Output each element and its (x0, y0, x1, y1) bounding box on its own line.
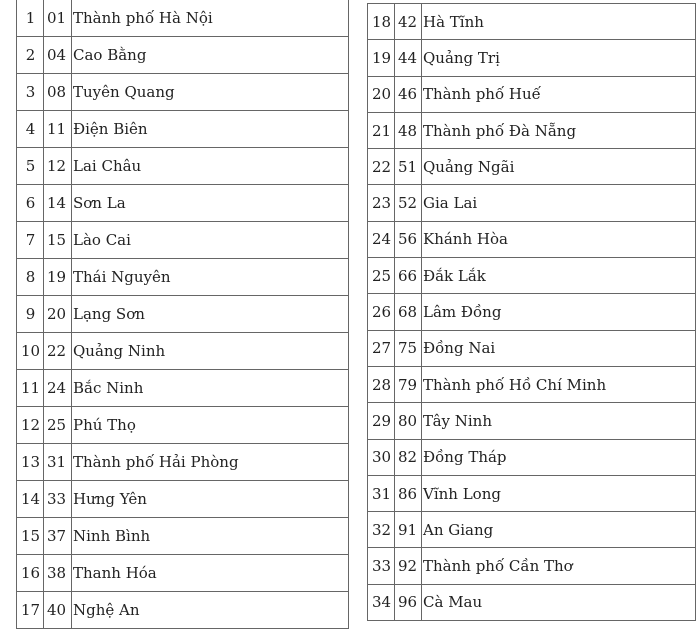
row-number-cell: 25 (368, 258, 395, 294)
province-name-cell: Bắc Ninh (72, 370, 349, 407)
row-number-cell: 18 (368, 4, 395, 40)
province-name-cell: Thành phố Hà Nội (72, 0, 349, 37)
province-code-cell: 46 (395, 76, 422, 112)
province-name-cell: Cao Bằng (72, 37, 349, 74)
table-row (17, 148, 349, 185)
table-row (368, 4, 696, 40)
province-code-cell: 80 (395, 403, 422, 439)
province-code-cell: 20 (44, 296, 72, 333)
province-name-cell: Đồng Tháp (422, 439, 696, 475)
row-number-cell: 26 (368, 294, 395, 330)
province-name-cell: Vĩnh Long (422, 475, 696, 511)
table-row (368, 403, 696, 439)
row-number-cell: 5 (17, 148, 44, 185)
row-number-cell: 13 (17, 444, 44, 481)
province-code-cell: 22 (44, 333, 72, 370)
row-number-cell: 9 (17, 296, 44, 333)
table-row (17, 259, 349, 296)
province-code-cell: 01 (44, 0, 72, 37)
table-row (368, 475, 696, 511)
table-row (368, 330, 696, 366)
row-number-cell: 12 (17, 407, 44, 444)
province-name-cell: Tây Ninh (422, 403, 696, 439)
table-row (368, 548, 696, 584)
province-name-cell: Lào Cai (72, 222, 349, 259)
province-name-cell: Tuyên Quang (72, 74, 349, 111)
row-number-cell: 27 (368, 330, 395, 366)
row-number-cell: 4 (17, 111, 44, 148)
table-row (368, 185, 696, 221)
province-name-cell: Quảng Trị (422, 40, 696, 76)
province-name-cell: Thanh Hóa (72, 555, 349, 592)
row-number-cell: 31 (368, 475, 395, 511)
province-code-cell: 44 (395, 40, 422, 76)
province-name-cell: Thái Nguyên (72, 259, 349, 296)
row-number-cell: 29 (368, 403, 395, 439)
province-name-cell: Phú Thọ (72, 407, 349, 444)
row-number-cell: 14 (17, 481, 44, 518)
province-name-cell: Thành phố Cần Thơ (422, 548, 696, 584)
table-row (17, 37, 349, 74)
row-number-cell: 16 (17, 555, 44, 592)
table-row (368, 76, 696, 112)
province-name-cell: Quảng Ngãi (422, 149, 696, 185)
province-code-cell: 12 (44, 148, 72, 185)
province-name-cell: Ninh Bình (72, 518, 349, 555)
table-row (17, 0, 349, 37)
table-row (368, 584, 696, 620)
row-number-cell: 8 (17, 259, 44, 296)
row-number-cell: 10 (17, 333, 44, 370)
row-number-cell: 17 (17, 592, 44, 629)
row-number-cell: 34 (368, 584, 395, 620)
province-code-cell: 79 (395, 366, 422, 402)
table-row (17, 481, 349, 518)
row-number-cell: 6 (17, 185, 44, 222)
province-code-cell: 96 (395, 584, 422, 620)
province-code-cell: 04 (44, 37, 72, 74)
table-row (17, 370, 349, 407)
row-number-cell: 2 (17, 37, 44, 74)
province-code-cell: 82 (395, 439, 422, 475)
table-row (368, 366, 696, 402)
province-name-cell: Thành phố Huế (422, 76, 696, 112)
province-name-cell: An Giang (422, 512, 696, 548)
row-number-cell: 7 (17, 222, 44, 259)
province-code-cell: 08 (44, 74, 72, 111)
province-name-cell: Cà Mau (422, 584, 696, 620)
province-name-cell: Điện Biên (72, 111, 349, 148)
table-row (17, 444, 349, 481)
row-number-cell: 15 (17, 518, 44, 555)
province-code-cell: 66 (395, 258, 422, 294)
table-row (17, 592, 349, 629)
province-code-cell: 86 (395, 475, 422, 511)
row-number-cell: 11 (17, 370, 44, 407)
province-name-cell: Lai Châu (72, 148, 349, 185)
province-name-cell: Thành phố Đà Nẵng (422, 112, 696, 148)
province-code-cell: 56 (395, 221, 422, 257)
province-name-cell: Khánh Hòa (422, 221, 696, 257)
province-name-cell: Sơn La (72, 185, 349, 222)
table-row (368, 221, 696, 257)
province-code-cell: 51 (395, 149, 422, 185)
province-code-cell: 14 (44, 185, 72, 222)
row-number-cell: 1 (17, 0, 44, 37)
province-name-cell: Gia Lai (422, 185, 696, 221)
table-row (17, 407, 349, 444)
row-number-cell: 21 (368, 112, 395, 148)
province-name-cell: Đồng Nai (422, 330, 696, 366)
province-name-cell: Lạng Sơn (72, 296, 349, 333)
row-number-cell: 30 (368, 439, 395, 475)
province-code-cell: 48 (395, 112, 422, 148)
provinces-table-right (367, 3, 696, 621)
row-number-cell: 28 (368, 366, 395, 402)
provinces-table-left (16, 0, 349, 629)
table-row (368, 258, 696, 294)
table-row (368, 40, 696, 76)
row-number-cell: 23 (368, 185, 395, 221)
province-code-cell: 25 (44, 407, 72, 444)
province-code-cell: 91 (395, 512, 422, 548)
table-row (17, 555, 349, 592)
row-number-cell: 24 (368, 221, 395, 257)
province-code-cell: 42 (395, 4, 422, 40)
province-name-cell: Thành phố Hồ Chí Minh (422, 366, 696, 402)
table-row (368, 294, 696, 330)
table-row (368, 512, 696, 548)
province-code-cell: 52 (395, 185, 422, 221)
province-name-cell: Hà Tĩnh (422, 4, 696, 40)
province-code-cell: 37 (44, 518, 72, 555)
row-number-cell: 32 (368, 512, 395, 548)
row-number-cell: 3 (17, 74, 44, 111)
table-row (368, 149, 696, 185)
province-name-cell: Thành phố Hải Phòng (72, 444, 349, 481)
province-code-cell: 38 (44, 555, 72, 592)
province-name-cell: Quảng Ninh (72, 333, 349, 370)
table-row (17, 222, 349, 259)
row-number-cell: 20 (368, 76, 395, 112)
province-code-cell: 92 (395, 548, 422, 584)
province-code-cell: 24 (44, 370, 72, 407)
province-code-cell: 31 (44, 444, 72, 481)
row-number-cell: 22 (368, 149, 395, 185)
province-code-cell: 40 (44, 592, 72, 629)
province-name-cell: Nghệ An (72, 592, 349, 629)
table-row (17, 333, 349, 370)
table-row (368, 112, 696, 148)
row-number-cell: 19 (368, 40, 395, 76)
table-row (17, 296, 349, 333)
table-row (17, 74, 349, 111)
table-row (368, 439, 696, 475)
table-row (17, 518, 349, 555)
province-name-cell: Hưng Yên (72, 481, 349, 518)
province-name-cell: Đắk Lắk (422, 258, 696, 294)
province-code-cell: 33 (44, 481, 72, 518)
province-code-cell: 75 (395, 330, 422, 366)
province-code-cell: 15 (44, 222, 72, 259)
province-name-cell: Lâm Đồng (422, 294, 696, 330)
province-code-cell: 11 (44, 111, 72, 148)
table-row (17, 185, 349, 222)
province-code-cell: 68 (395, 294, 422, 330)
province-code-cell: 19 (44, 259, 72, 296)
table-row (17, 111, 349, 148)
row-number-cell: 33 (368, 548, 395, 584)
